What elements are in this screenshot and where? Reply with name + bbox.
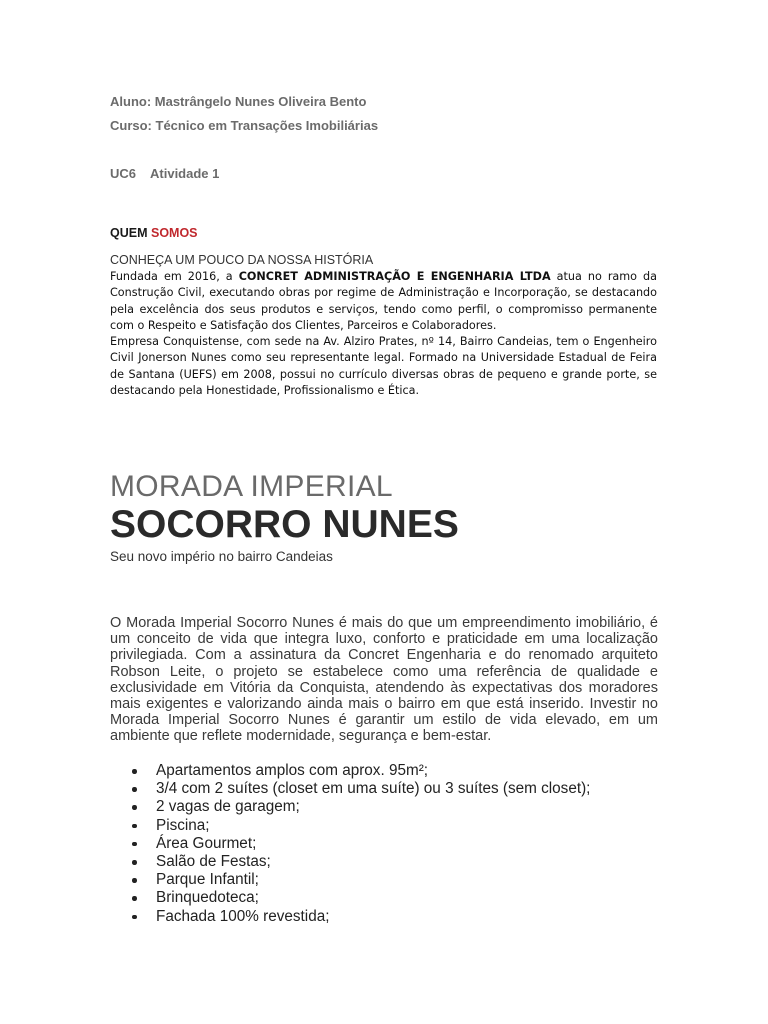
feature-text: Piscina; xyxy=(156,816,210,834)
list-item xyxy=(110,908,590,926)
heading-somos: SOMOS xyxy=(150,226,198,240)
list-item xyxy=(110,798,590,816)
list-item xyxy=(110,780,590,798)
bullet-icon xyxy=(132,878,137,883)
bullet-icon xyxy=(132,824,137,829)
bullet-icon xyxy=(132,787,137,792)
list-item xyxy=(110,762,590,780)
feature-text: Parque Infantil; xyxy=(156,871,259,889)
bullet-icon xyxy=(132,915,137,920)
list-item xyxy=(110,817,590,835)
list-item xyxy=(110,889,590,907)
feature-text: 3/4 com 2 suítes (closet em uma suíte) ou 3 suítes (sem closet); xyxy=(156,780,591,798)
history-title: CONHEÇA UM POUCO DA NOSSA HISTÓRIA xyxy=(110,253,374,267)
feature-text: Apartamentos amplos com aprox. 95m²; xyxy=(156,762,429,779)
unit-activity xyxy=(110,166,219,182)
company-name: CONCRET ADMINISTRAÇÃO E ENGENHARIA LTDA xyxy=(238,270,551,283)
about-paragraph-2: Empresa Conquistense, com sede na Av. Alziro Prates, nº 14, Bairro Candeias, tem o Engenheiro Civil Jonerson Nunes como seu representante legal. Formado na Universidade Estadual de Feira de Santana (UEFS) em 2008, possui no currículo diversas obras de pequeno e grande porte, se destacando pela Honestidade, Profissionalismo e Ética. xyxy=(110,335,657,398)
bullet-icon xyxy=(132,860,137,865)
project-description: O Morada Imperial Socorro Nunes é mais do que um empreendimento imobiliário, é um conceito de vida que integra luxo, conforto e praticidade em uma localização privilegiada. Com a assinatura da Concret Engenharia e do renomado arquiteto Robson Leite, o projeto se estabelece como uma referência de qualidade e exclusividade em Vitória da Conquista, atendendo às expectativas dos moradores mais exigentes e valorizando ainda mais o bairro em que está inserido. Investir no Morada Imperial Socorro Nunes é garantir um estilo de vida elevado, em um ambiente que reflete modernidade, segurança e bem-estar. xyxy=(110,615,658,745)
feature-text: 2 vagas de garagem; xyxy=(156,798,300,816)
about-p1-intro: Fundada em 2016, a xyxy=(110,270,239,283)
project-title-main: SOCORRO NUNES xyxy=(110,503,459,546)
about-p1-rest: atua no ramo da Construção Civil, executando obras por regime de Administração e Incorporação, se destacando pela excelência dos seus produtos e serviços, tendo como perfil, o compromisso permanente com o Respeito e Satisfação dos Clientes, Parceiros e Colaboradores. xyxy=(110,270,657,332)
project-tagline: Seu novo império no bairro Candeias xyxy=(110,549,333,564)
course-name: Curso: Técnico em Transações Imobiliárias xyxy=(110,118,379,133)
about-paragraphs xyxy=(110,269,657,399)
feature-list xyxy=(110,762,590,926)
bullet-icon xyxy=(132,805,137,810)
about-paragraph-1 xyxy=(110,269,657,334)
student-name: Aluno: Mastrângelo Nunes Oliveira Bento xyxy=(110,94,367,109)
list-item xyxy=(110,835,590,853)
bullet-icon xyxy=(132,896,137,901)
project-title-top: MORADA IMPERIAL xyxy=(110,470,393,503)
heading-quem: QUEM xyxy=(110,226,148,240)
feature-text: Salão de Festas; xyxy=(156,853,271,871)
feature-text: Área Gourmet; xyxy=(156,834,257,852)
feature-text: Fachada 100% revestida; xyxy=(156,907,330,925)
unit-label: UC6 xyxy=(110,166,137,181)
bullet-icon xyxy=(132,769,137,774)
activity-label: Atividade 1 xyxy=(150,166,220,181)
section-heading-about xyxy=(110,226,198,240)
feature-text: Brinquedoteca; xyxy=(156,889,259,907)
bullet-icon xyxy=(132,842,137,847)
list-item xyxy=(110,853,590,871)
list-item xyxy=(110,871,590,889)
